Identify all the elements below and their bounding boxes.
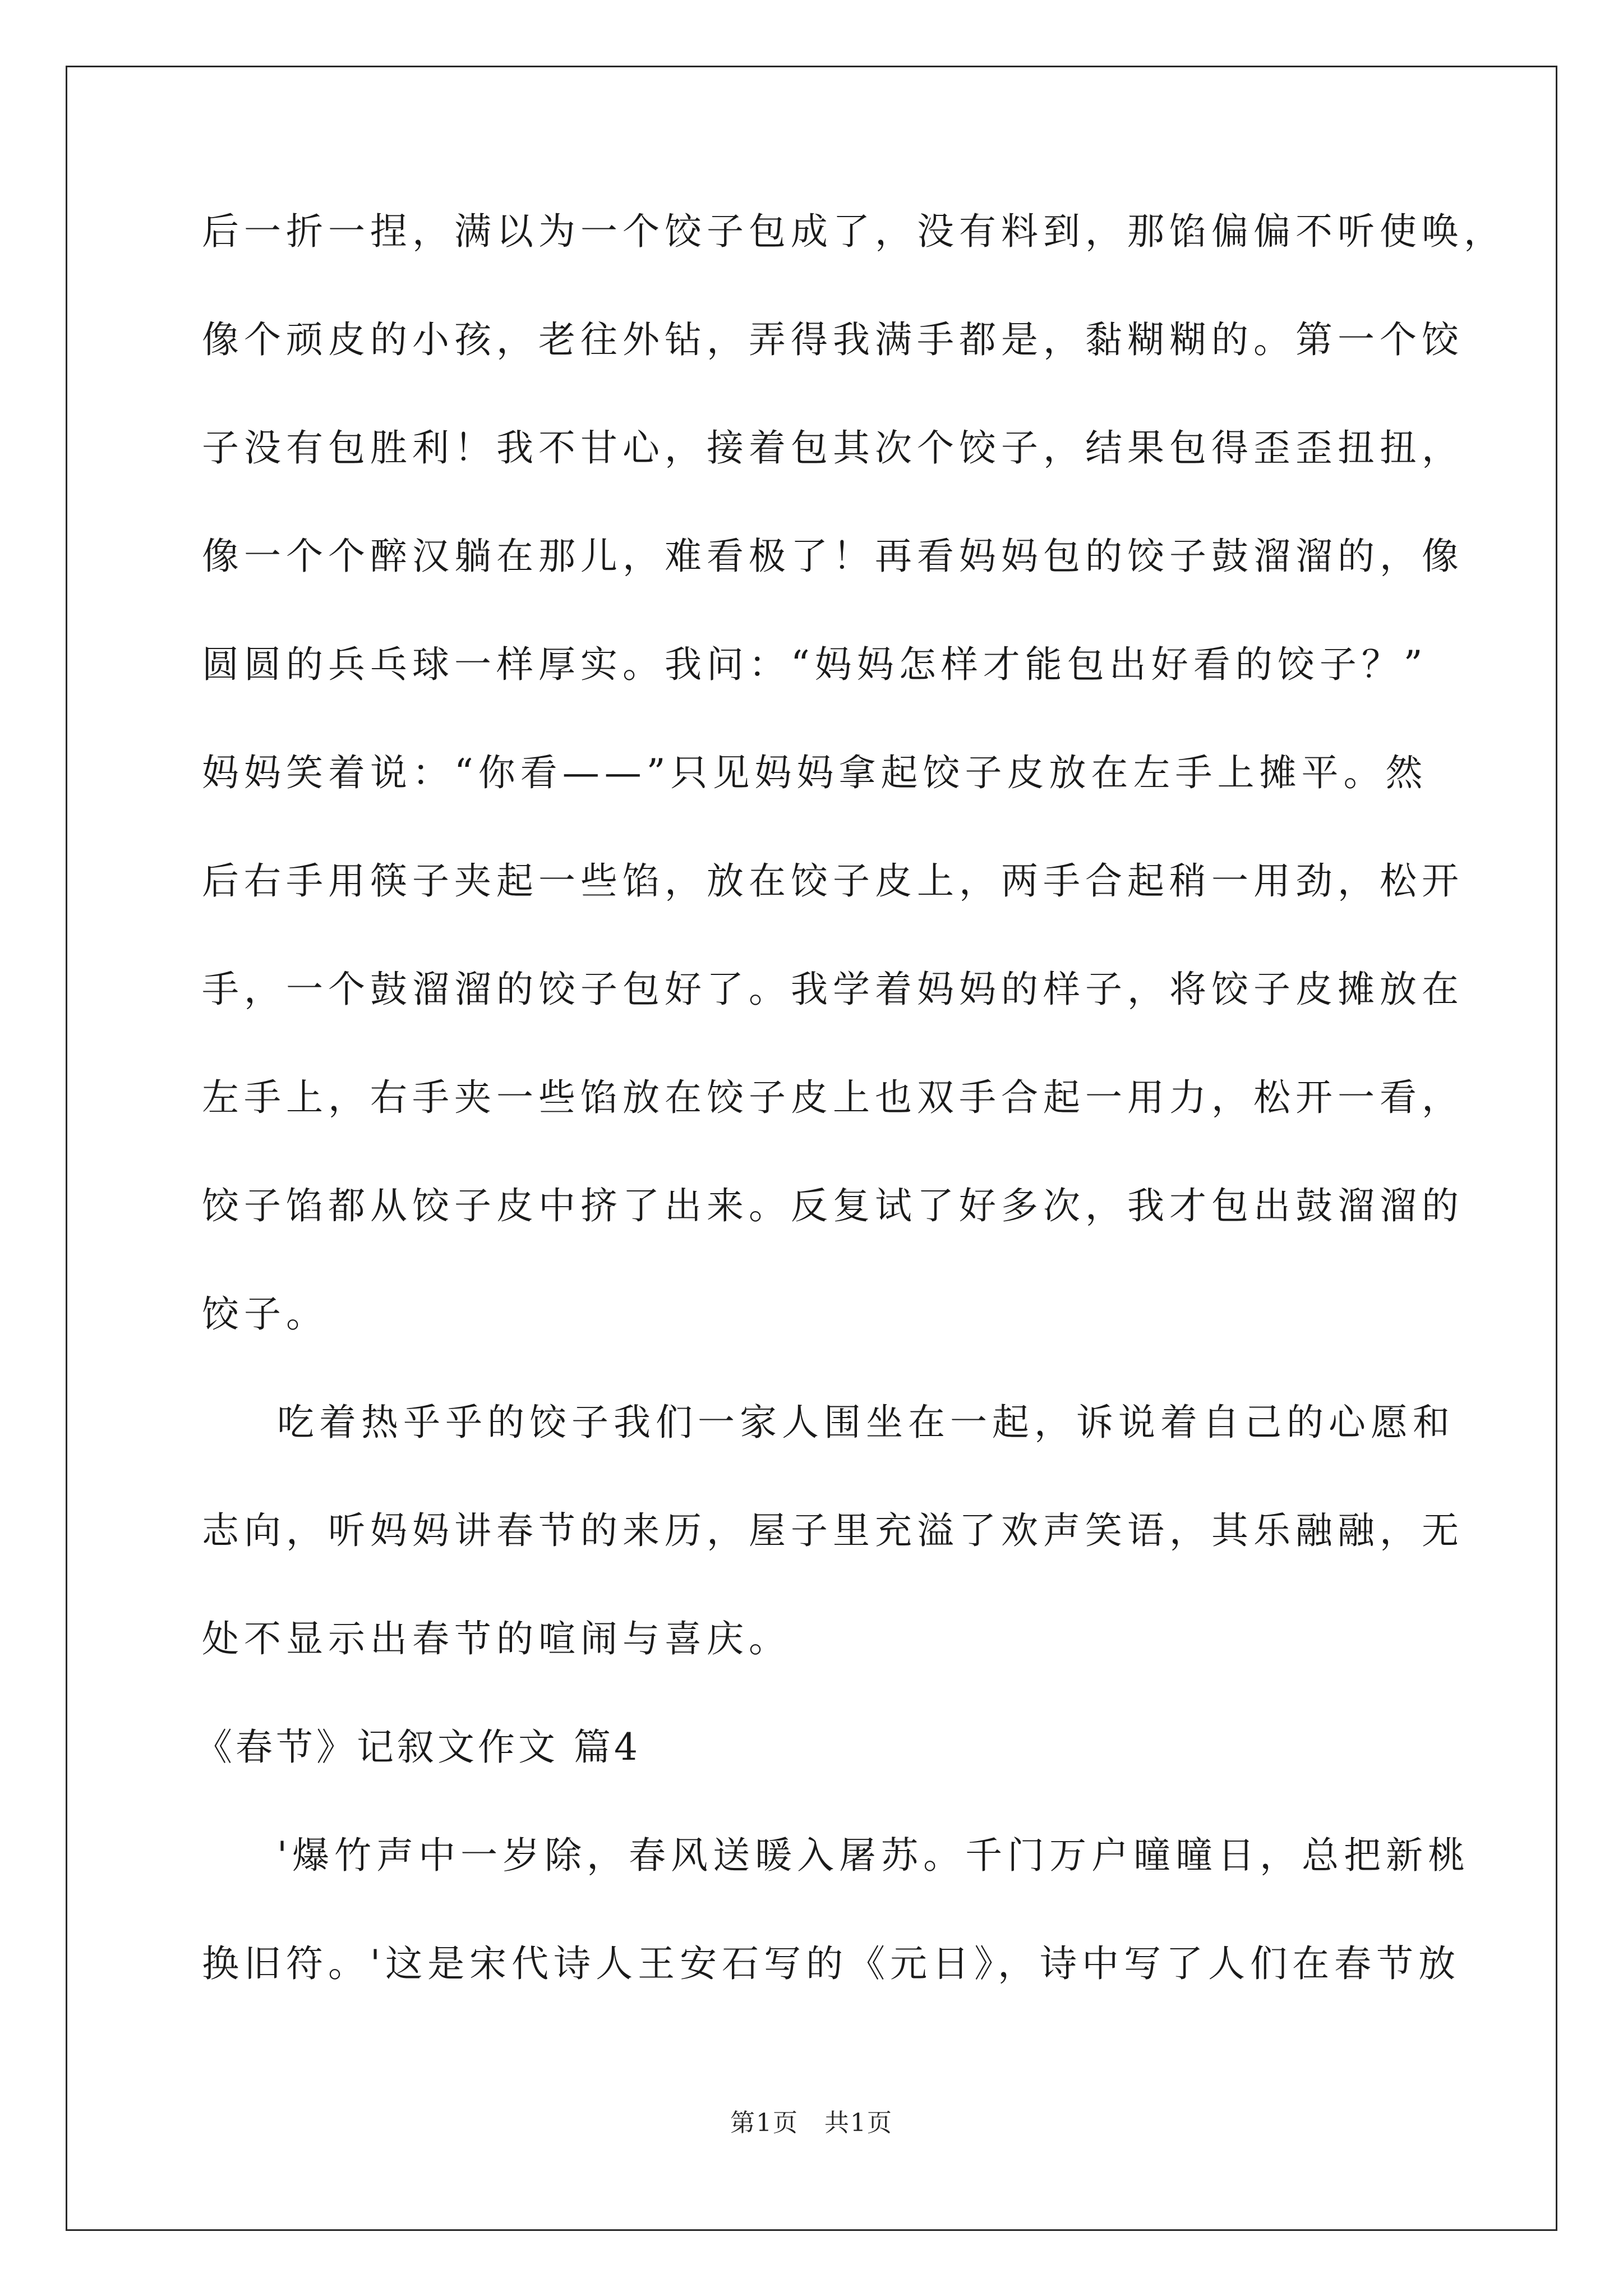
text-line: 换旧符。'这是宋代诗人王安石写的《元日》，诗中写了人们在春节放 [202, 1942, 1461, 1985]
text-line: 像一个个醉汉躺在那儿，难看极了！再看妈妈包的饺子鼓溜溜的，像 [202, 535, 1464, 578]
text-line: 志向，听妈妈讲春节的来历，屋子里充溢了欢声笑语，其乐融融，无 [202, 1509, 1464, 1552]
section-heading: 《春节》记叙文作文 篇4 [195, 1726, 641, 1769]
text-line: 后一折一捏，满以为一个饺子包成了，没有料到，那馅偏偏不听使唤， [202, 210, 1506, 253]
text-line: 后右手用筷子夹起一些馅，放在饺子皮上，两手合起稍一用劲，松开 [202, 859, 1464, 903]
text-line: '爆竹声中一岁除，春风送暖入屠苏。千门万户曈曈日，总把新桃 [277, 1834, 1470, 1877]
text-line: 子没有包胜利！我不甘心，接着包其次个饺子，结果包得歪歪扭扭， [202, 426, 1464, 470]
text-line: 饺子馅都从饺子皮中挤了出来。反复试了好多次，我才包出鼓溜溜的 [202, 1184, 1464, 1227]
text-line: 吃着热乎乎的饺子我们一家人围坐在一起，诉说着自己的心愿和 [277, 1401, 1455, 1444]
text-line: 手，一个鼓溜溜的饺子包好了。我学着妈妈的样子，将饺子皮摊放在 [202, 968, 1464, 1011]
text-line: 妈妈笑着说：“你看——”只见妈妈拿起饺子皮放在左手上摊平。然 [202, 751, 1428, 794]
paragraph-2 [202, 1401, 1464, 1729]
paragraph-3 [202, 1834, 1470, 2054]
text-line: 像个顽皮的小孩，老往外钻，弄得我满手都是，黏糊糊的。第一个饺 [202, 318, 1464, 361]
text-line: 饺子。 [202, 1292, 328, 1336]
text-line: 左手上，右手夹一些馅放在饺子皮上也双手合起一用力，松开一看， [202, 1076, 1464, 1119]
paragraph-1 [202, 210, 1506, 1404]
text-line: 处不显示出春节的喧闹与喜庆。 [202, 1617, 791, 1660]
text-line: 圆圆的兵乓球一样厚实。我问：“妈妈怎样才能包出好看的饺子？” [202, 643, 1428, 686]
document-body [195, 210, 1506, 2054]
page-footer: 第1页 共1页 [730, 2109, 893, 2137]
